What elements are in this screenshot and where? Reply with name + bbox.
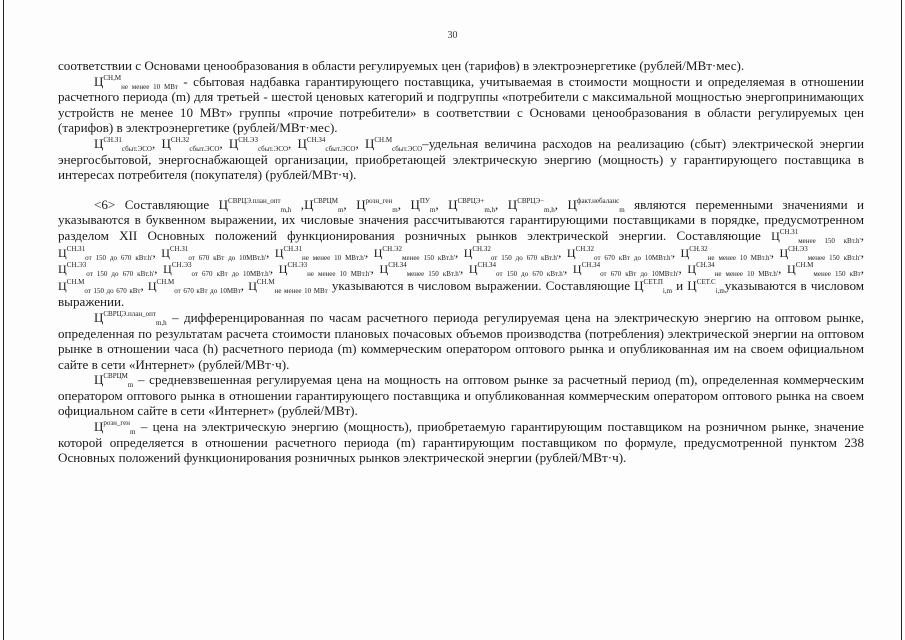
symbol-subscript: от 150 до 670 кВт	[84, 286, 141, 295]
symbol-separator: ,	[454, 244, 464, 260]
formula-symbol-list	[219, 197, 625, 212]
page-right-edge	[901, 0, 902, 640]
symbol-subscript: от 150 до 670 кВт.h'	[490, 253, 559, 262]
symbol-separator: ,	[240, 277, 249, 293]
symbol-separator: ,	[770, 244, 780, 260]
formula-symbol	[365, 136, 422, 151]
paragraph-text: указываются в числовом выражении.	[58, 277, 865, 310]
symbol-base: Ц	[356, 196, 366, 212]
symbol-subscript: m	[392, 205, 398, 214]
symbol-subscript: не менее 10 МВт.h'	[714, 270, 779, 279]
symbol-base: Ц	[779, 245, 789, 260]
symbol-subscript: m,h	[544, 205, 555, 214]
formula-symbol	[356, 197, 398, 212]
symbol-separator: ,	[288, 135, 298, 151]
symbol-subscript: от 150 до 670 кВт.h'	[86, 270, 155, 279]
symbol-superscript: СН.З4	[388, 261, 407, 270]
formula-symbol	[681, 246, 771, 260]
paragraph-svrcm-definition	[58, 372, 864, 419]
formula-symbol	[94, 419, 136, 437]
formula-symbol	[278, 261, 371, 279]
symbol-superscript: СН.М	[156, 277, 175, 286]
symbol-subscript: менее 150 кВт	[813, 270, 861, 279]
paragraph-text: – средневзвешенная регулируемая цена на мощность на оптовом рынке за расчетный период (m), определенная коммерческим оператором оптового рынка в отношении гарантирующего поставщика и опубликованная коммерческим оператором оптового рынка на своем официальном сайте в сети «Интернет» (рублей/МВт).	[58, 372, 864, 419]
symbol-superscript: СН.З1	[779, 227, 799, 236]
symbol-base: Ц	[161, 245, 170, 260]
symbol-subscript: от 670 кВт до 10МВт.h'	[188, 253, 267, 262]
symbol-separator: ,	[140, 277, 148, 293]
formula-symbol	[94, 74, 178, 89]
symbol-superscript: СН.З1	[169, 244, 189, 253]
symbol-superscript: СН.З4	[696, 261, 715, 270]
symbol-base: Ц	[248, 278, 257, 293]
symbol-superscript: СН.М	[66, 277, 85, 286]
symbol-superscript: СН.З1	[66, 244, 86, 253]
symbol-superscript: СН.З4	[306, 135, 326, 144]
formula-symbol	[572, 261, 679, 279]
formula-symbol	[787, 261, 861, 279]
symbol-separator: ,	[219, 135, 229, 151]
formula-symbol	[374, 246, 455, 260]
symbol-base: Ц	[572, 262, 582, 277]
symbol-subscript: не менее 10 МВт.h'	[707, 253, 771, 262]
paragraph-text: - сбытовая надбавка гарантирующего поставщика, учитываемая в стоимости мощности и определяемая в отношении расчетного периода (m) для третьей - шестой ценовых категорий и подгруппы «потребители с максимальной мощностью энергопринимающих устройств не менее 10 МВт» группы «прочие потребители» в соответствии с Основами ценообразования в области регулируемых цен (тарифов) в электроэнергетике (рублей/МВт·мес).	[58, 73, 864, 136]
symbol-subscript: от 670 кВт до 10МВт	[174, 286, 241, 295]
symbol-base: Ц	[468, 262, 478, 277]
symbol-base: Ц	[364, 135, 375, 151]
symbol-superscript: СН.З2	[170, 135, 190, 144]
symbol-superscript: СН.М	[374, 135, 393, 144]
paragraph-rozn-gen-definition	[58, 419, 864, 466]
formula-symbol	[229, 136, 288, 151]
symbol-separator: ,	[269, 261, 279, 277]
symbol-subscript: не менее 10 МВт.h'	[301, 253, 366, 262]
symbol-superscript: СН.Э3	[171, 261, 192, 270]
paragraph-continuation: соответствии с Основами ценообразования в области регулируемых цен (тарифов) в электроэнергетике (рублей/МВт·мес).	[58, 58, 745, 73]
symbol-separator: ,	[370, 261, 380, 277]
formula-symbol	[58, 246, 152, 260]
formula-symbol	[568, 197, 625, 212]
symbol-separator: ,	[459, 261, 469, 277]
symbol-base: Ц	[687, 277, 697, 293]
formula-symbol	[219, 197, 292, 212]
symbol-base: Ц	[463, 245, 473, 260]
paragraph-footnote-6	[58, 197, 864, 310]
symbol-superscript: СН.З4	[581, 261, 601, 270]
symbol-separator: ,	[860, 244, 864, 260]
symbol-superscript: СЕТ.П	[643, 277, 663, 286]
formula-symbol	[58, 261, 155, 279]
symbol-subscript: сбыт.ЭСО	[121, 144, 152, 153]
symbol-base: Ц	[634, 277, 644, 293]
symbol-superscript: СН.Э3	[287, 261, 308, 270]
symbol-separator: ,	[678, 261, 688, 277]
symbol-separator: ,	[558, 244, 567, 260]
paragraph-text: –удельная величина расходов на реализацию (сбыт) электрической энергии энергосбытовой, энергоснабжающей организации, приобретающей электрическую энергию (мощность) у гарантирующего поставщика в интересах потребителя (покупателя) (рублей/МВт·ч).	[58, 135, 865, 183]
symbol-separator: ,	[495, 196, 508, 212]
symbol-subscript: сбыт.ЭСО	[325, 144, 356, 153]
symbol-subscript: m,h	[280, 205, 292, 214]
symbol-superscript: СЕТ.С	[696, 277, 716, 286]
symbol-base: Ц	[687, 262, 697, 277]
formula-symbol	[410, 197, 435, 212]
symbol-separator: ,	[435, 196, 449, 212]
symbol-subscript: сбыт.ЭСО	[257, 144, 289, 153]
paragraph-text: – цена на электрическую энергию (мощность), приобретаемую гарантирующим поставщиком на розничном рынке, значение которой определяется в отношении расчетного периода (m) гарантирующим поставщиком по формуле, предусмотренной пунктом 238 Основных положений функционирования розничных рынков электрической энергии (рублей/МВт·ч).	[58, 419, 864, 466]
symbol-superscript: СН.З2	[575, 244, 595, 253]
symbol-base: Ц	[278, 262, 288, 277]
symbol-superscript: СН.З2	[472, 244, 491, 253]
symbol-base: Ц	[58, 278, 67, 293]
symbol-separator: ,	[291, 196, 305, 212]
formula-symbol	[464, 246, 558, 260]
symbol-superscript: СВРЦЭ.план_опт	[228, 196, 281, 205]
symbol-superscript: факт.небаланс	[576, 196, 620, 205]
symbol-separator: ,	[554, 196, 568, 212]
symbol-subscript: менее 150 кВт.h'	[406, 270, 460, 279]
symbol-superscript: ПУ	[419, 196, 430, 205]
symbol-separator: ,	[365, 244, 374, 260]
symbol-subscript: от 150 до 670 кВт.h'	[496, 270, 565, 279]
symbol-base: Ц	[297, 135, 307, 151]
formula-symbol	[248, 279, 328, 293]
symbol-separator: ,	[152, 244, 162, 260]
symbol-base: Ц	[218, 196, 229, 212]
formula-symbol	[58, 279, 140, 293]
paragraph-text: и	[672, 277, 688, 293]
symbol-separator: ,	[860, 261, 864, 277]
symbol-base: Ц	[147, 278, 157, 293]
formula-symbol	[163, 261, 270, 279]
symbol-superscript: СВРЦЭ.план_опт	[103, 309, 156, 318]
footnote-prefix: <6> Составляющие	[94, 196, 219, 212]
formula-symbol	[275, 246, 365, 260]
symbol-base: Ц	[94, 372, 104, 388]
symbol-base: Ц	[379, 262, 389, 277]
symbol-base: Ц	[410, 196, 420, 212]
symbol-subscript: менее 150 кВт.h'	[402, 253, 455, 262]
symbol-subscript: не менее 10 МВт.h'	[307, 270, 371, 279]
symbol-separator: ,	[671, 244, 681, 260]
symbol-subscript: i,m	[715, 286, 725, 295]
formula-symbol	[94, 310, 167, 325]
symbol-subscript: m	[337, 205, 344, 214]
symbol-superscript: СВРЦЭ+	[457, 196, 485, 205]
symbol-subscript: от 670 кВт до 10МВт.h'	[594, 253, 672, 262]
formula-symbol	[448, 197, 495, 212]
paragraph-text: – дифференцированная по часам расчетного периода регулируемая цена на электрическую энергию на оптовом рынке, определенная по результатам расчета стоимости плановых почасовых объемов производства (потребления) электрической энергии на оптовом рынке в отношении часа (h) расчетного периода (m) коммерческим оператором оптового рынка и опубликованная им на своем официальном сайте в сети «Интернет» (рублей/МВт·ч).	[58, 309, 864, 372]
symbol-base: Ц	[304, 196, 314, 212]
symbol-base: Ц	[507, 196, 518, 212]
formula-symbol	[148, 279, 241, 293]
symbol-subscript: от 150 до 670 кВт.h'	[85, 253, 153, 262]
symbol-superscript: СН,М	[103, 73, 122, 82]
symbol-separator: ,	[154, 261, 164, 277]
symbol-subscript: не менее 10 МВт	[274, 286, 328, 295]
symbol-superscript: СВРЦМ	[313, 196, 338, 205]
symbol-separator: ,	[355, 135, 365, 151]
symbol-separator: ,	[397, 196, 411, 212]
symbol-superscript: СН.З4	[477, 261, 497, 270]
formula-symbol-list	[94, 136, 422, 151]
formula-symbol	[687, 261, 779, 279]
symbol-base: Ц	[448, 196, 458, 212]
symbol-subscript: m,h	[155, 318, 167, 327]
symbol-separator: ,	[343, 196, 357, 212]
symbol-base: Ц	[228, 135, 239, 151]
symbol-subscript: m,h	[484, 205, 496, 214]
symbol-superscript: розн_ген	[365, 196, 393, 205]
symbol-base: Ц	[94, 419, 104, 435]
formula-symbol	[779, 246, 860, 260]
formula-symbol	[94, 372, 134, 390]
symbol-superscript: СН.З2	[689, 244, 708, 253]
paragraph-svrce-definition	[58, 310, 864, 372]
document-body	[58, 58, 864, 466]
symbol-superscript: СВРЦМ	[103, 372, 128, 381]
symbol-subscript: не менее 10 МВт	[121, 82, 178, 91]
symbol-superscript: СН.Э2	[382, 244, 403, 253]
paragraph-sbyt-eso-definition	[58, 136, 864, 183]
symbol-separator: ,	[860, 227, 864, 243]
formula-symbol	[508, 197, 555, 212]
symbol-base: Ц	[680, 245, 690, 260]
symbol-superscript: СН.ЭЗ	[238, 135, 258, 144]
symbol-separator: ,	[564, 261, 573, 277]
formula-symbol	[94, 136, 152, 151]
symbol-subscript: сбыт.ЭСО	[392, 144, 423, 153]
symbol-base: Ц	[58, 262, 67, 277]
formula-symbol	[304, 197, 343, 212]
formula-symbol	[379, 261, 460, 279]
symbol-superscript: СН.З1	[283, 244, 302, 253]
symbol-base: Ц	[94, 73, 104, 89]
symbol-separator: ,	[778, 261, 788, 277]
symbol-base: Ц	[274, 245, 284, 260]
symbol-base: Ц	[566, 245, 576, 260]
paragraph-sn-m-definition	[58, 74, 864, 136]
symbol-subscript: от 670 кВт до 10МВт.h'	[600, 270, 679, 279]
symbol-base: Ц	[567, 196, 577, 212]
symbol-superscript: СН.Э3	[66, 261, 87, 270]
symbol-separator: ,	[151, 135, 162, 151]
symbol-subscript: m	[429, 205, 436, 214]
symbol-base: Ц	[94, 135, 104, 151]
symbol-subscript: i,m	[662, 286, 673, 295]
symbol-superscript: СН.З1	[103, 135, 122, 144]
symbol-superscript: СН.Э3	[788, 244, 808, 253]
symbol-subscript: m	[130, 428, 136, 437]
formula-symbol	[687, 278, 724, 293]
symbol-subscript: сбыт.ЭСО	[189, 144, 220, 153]
symbol-separator: ,	[266, 244, 275, 260]
symbol-subscript: m	[619, 205, 625, 214]
paragraph-text: являются переменными значениями и указываются в буквенном выражении, их числовые значения рассчитываются гарантирующими поставщиками в порядке, предусмотренном разделом XII Основных положений функционирования розничных рынков электрической энергии. Составляющие	[58, 196, 865, 243]
symbol-subscript: менее 150 кВт.h'	[807, 253, 861, 262]
formula-symbol	[161, 136, 219, 151]
symbol-base: Ц	[787, 262, 796, 277]
symbol-base: Ц	[161, 135, 171, 151]
page-left-edge	[3, 0, 4, 640]
symbol-superscript: СН.М	[256, 277, 275, 286]
formula-symbol	[567, 246, 672, 260]
symbol-subscript: менее 150 кВт.h'	[798, 236, 861, 245]
paragraph-text: указываются в числовом выражении. Составляющие	[327, 277, 635, 293]
formula-symbol	[161, 246, 266, 260]
formula-symbol	[298, 136, 356, 151]
symbol-base: Ц	[163, 262, 172, 277]
symbol-superscript: СН.М	[795, 261, 814, 270]
formula-symbol	[771, 229, 861, 243]
symbol-base: Ц	[373, 245, 383, 260]
symbol-base: Ц	[94, 309, 104, 325]
formula-symbol	[634, 278, 672, 293]
formula-symbol	[468, 261, 565, 279]
symbol-superscript: СВРЦЭ−	[517, 196, 545, 205]
symbol-subscript: от 670 кВт до 10МВт.h'	[191, 270, 270, 279]
symbol-superscript: розн_ген	[103, 419, 131, 428]
symbol-subscript: m	[127, 381, 134, 390]
symbol-base: Ц	[771, 228, 780, 243]
paragraph-gap	[58, 183, 864, 197]
page-number: 30	[447, 30, 458, 41]
symbol-base: Ц	[58, 245, 67, 260]
